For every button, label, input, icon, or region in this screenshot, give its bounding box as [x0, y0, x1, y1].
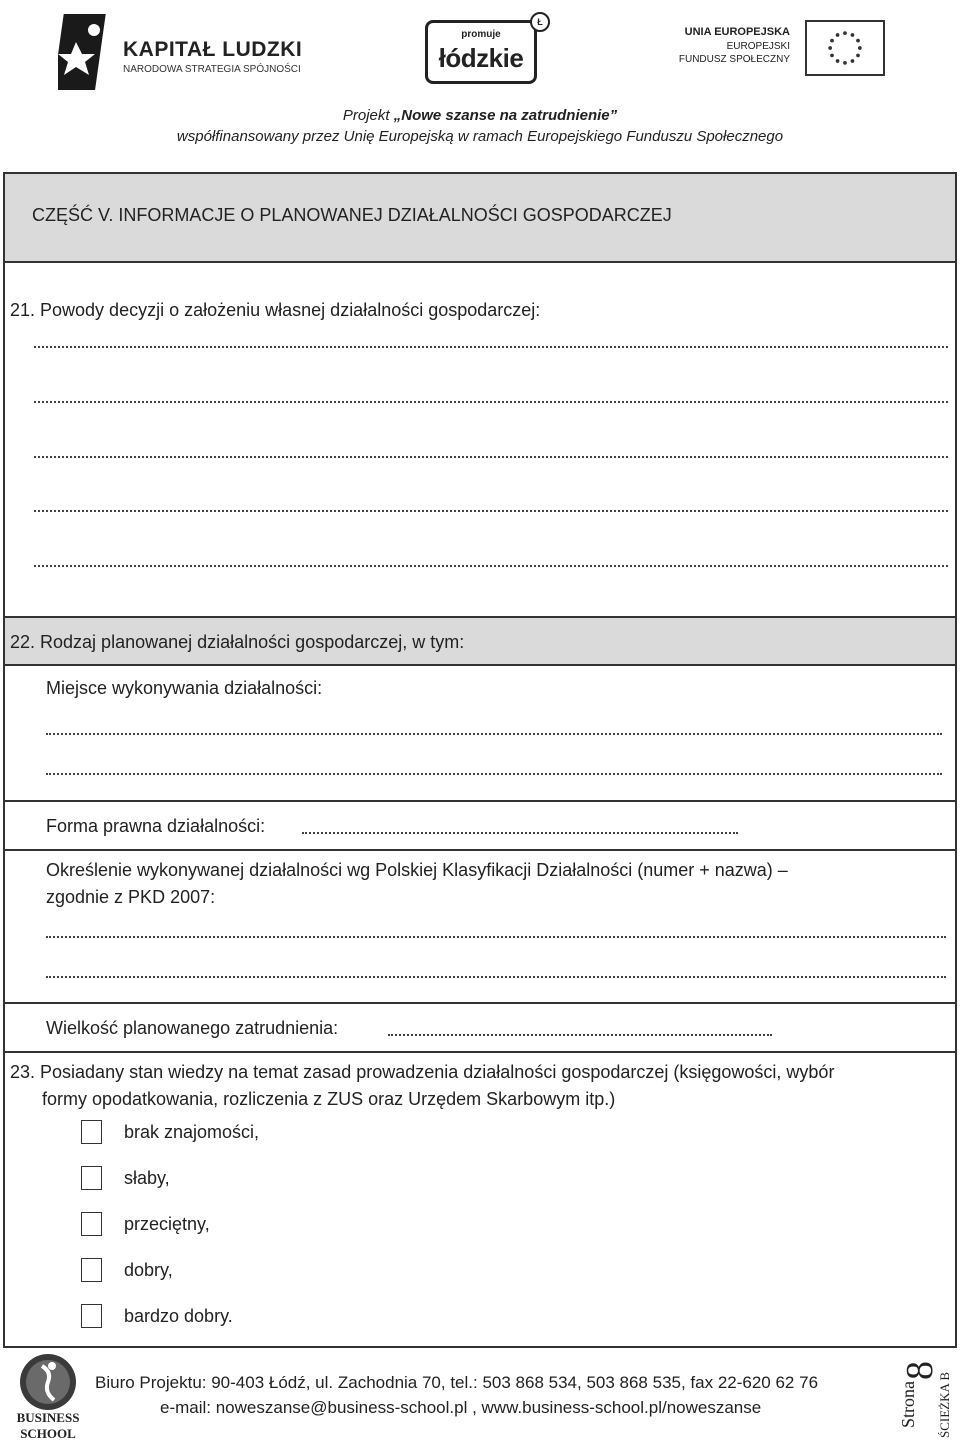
q22-place-line-1[interactable] [46, 733, 942, 735]
divider [3, 664, 957, 666]
q22-legal-form-label: Forma prawna działalności: [46, 816, 266, 836]
checkbox-dobry[interactable] [81, 1258, 102, 1282]
divider [3, 1002, 957, 1004]
q22-label: 22. Rodzaj planowanej działalności gospodarczej, w tym: [10, 632, 465, 652]
option-label: przeciętny, [124, 1214, 210, 1234]
q22-legal-form-line[interactable] [302, 832, 738, 834]
lodzkie-logo-frame [425, 20, 537, 84]
eu-flag-icon [805, 20, 885, 76]
q21-answer-line-1[interactable] [34, 346, 948, 348]
divider [3, 261, 957, 263]
ue-logo-line3: FUNDUSZ SPOŁECZNY [678, 54, 790, 65]
cofinanced-note: współfinansowany przez Unię Europejską w ramach Europejskiego Funduszu Społecznego [176, 128, 784, 145]
section-title: CZĘŚĆ V. INFORMACJE O PLANOWANEJ DZIAŁALNOŚCI GOSPODARCZEJ [32, 205, 672, 225]
q21-answer-line-4[interactable] [34, 510, 948, 512]
footer-address: Biuro Projektu: 90-403 Łódź, ul. Zachodnia 70, tel.: 503 868 534, 503 868 535, fax 22-620 62 76 [95, 1373, 819, 1392]
q23-label-line1: 23. Posiadany stan wiedzy na temat zasad prowadzenia działalności gospodarczej (księgowości, wybór [10, 1062, 835, 1082]
option-label: dobry, [124, 1260, 173, 1280]
checkbox-slaby[interactable] [81, 1166, 102, 1190]
lodzkie-logo-big-text: łódzkie [438, 43, 524, 73]
divider [3, 849, 957, 851]
option-label: bardzo dobry. [124, 1306, 233, 1326]
business-school-logo [12, 1352, 84, 1444]
kapital-ludzki-title: KAPITAŁ LUDZKI [123, 38, 303, 61]
project-name: „Nowe szanse na zatrudnienie” [393, 107, 618, 124]
project-prefix: Projekt [342, 107, 394, 124]
page-indicator [898, 1340, 941, 1440]
q21-answer-line-5[interactable] [34, 565, 948, 567]
q21-answer-line-3[interactable] [34, 456, 948, 458]
option-label: brak znajomości, [124, 1122, 260, 1142]
kapital-ludzki-emblem-icon [58, 12, 110, 92]
page-number: 8 [899, 1361, 941, 1380]
lodzkie-logo-small-text: promuje [461, 29, 501, 40]
kapital-ludzki-subtitle: NARODOWA STRATEGIA SPÓJNOŚCI [123, 64, 301, 75]
q22-employment-label: Wielkość planowanego zatrudnienia: [46, 1018, 339, 1038]
business-school-logo-text2: SCHOOL [20, 1426, 76, 1441]
q22-employment-line[interactable] [388, 1034, 772, 1036]
divider [3, 1051, 957, 1053]
q22-pkd-line-2[interactable] [46, 976, 946, 978]
q21-label: 21. Powody decyzji o założeniu własnej działalności gospodarczej: [10, 300, 541, 320]
path-label: ŚCIEŻKA B [937, 1371, 952, 1438]
q23-label-line2: formy opodatkowania, rozliczenia z ZUS oraz Urzędem Skarbowym itp.) [42, 1089, 616, 1109]
ue-logo-line1: UNIA EUROPEJSKA [684, 26, 790, 38]
page-label: Strona [898, 1381, 918, 1428]
divider [3, 800, 957, 802]
q22-place-line-2[interactable] [46, 773, 942, 775]
q22-pkd-label-line2: zgodnie z PKD 2007: [46, 887, 216, 907]
kapital-ludzki-logo [48, 8, 318, 93]
option-label: słaby, [124, 1168, 170, 1188]
promuje-lodzkie-logo [425, 12, 550, 84]
business-school-logo-text1: BUSINESS [16, 1410, 80, 1425]
unia-europejska-logo [680, 20, 885, 80]
project-title [0, 107, 960, 124]
checkbox-brak-znajomosci[interactable] [81, 1120, 102, 1144]
checkbox-bardzo-dobry[interactable] [81, 1304, 102, 1328]
q21-answer-line-2[interactable] [34, 401, 948, 403]
business-school-globe-icon [12, 1352, 84, 1412]
checkbox-przecietny[interactable] [81, 1212, 102, 1236]
q22-pkd-label-line1: Określenie wykonywanej działalności wg Polskiej Klasyfikacji Działalności (numer + nazwa) – [46, 860, 788, 880]
lodzkie-logo-badge-icon: Ł [530, 12, 550, 32]
q22-place-label: Miejsce wykonywania działalności: [46, 678, 323, 698]
ue-logo-line2: EUROPEJSKI [726, 41, 790, 52]
footer-contact: e-mail: noweszanse@business-school.pl , www.business-school.pl/noweszanse [160, 1398, 762, 1417]
q22-pkd-line-1[interactable] [46, 936, 946, 938]
path-indicator [935, 1360, 959, 1440]
